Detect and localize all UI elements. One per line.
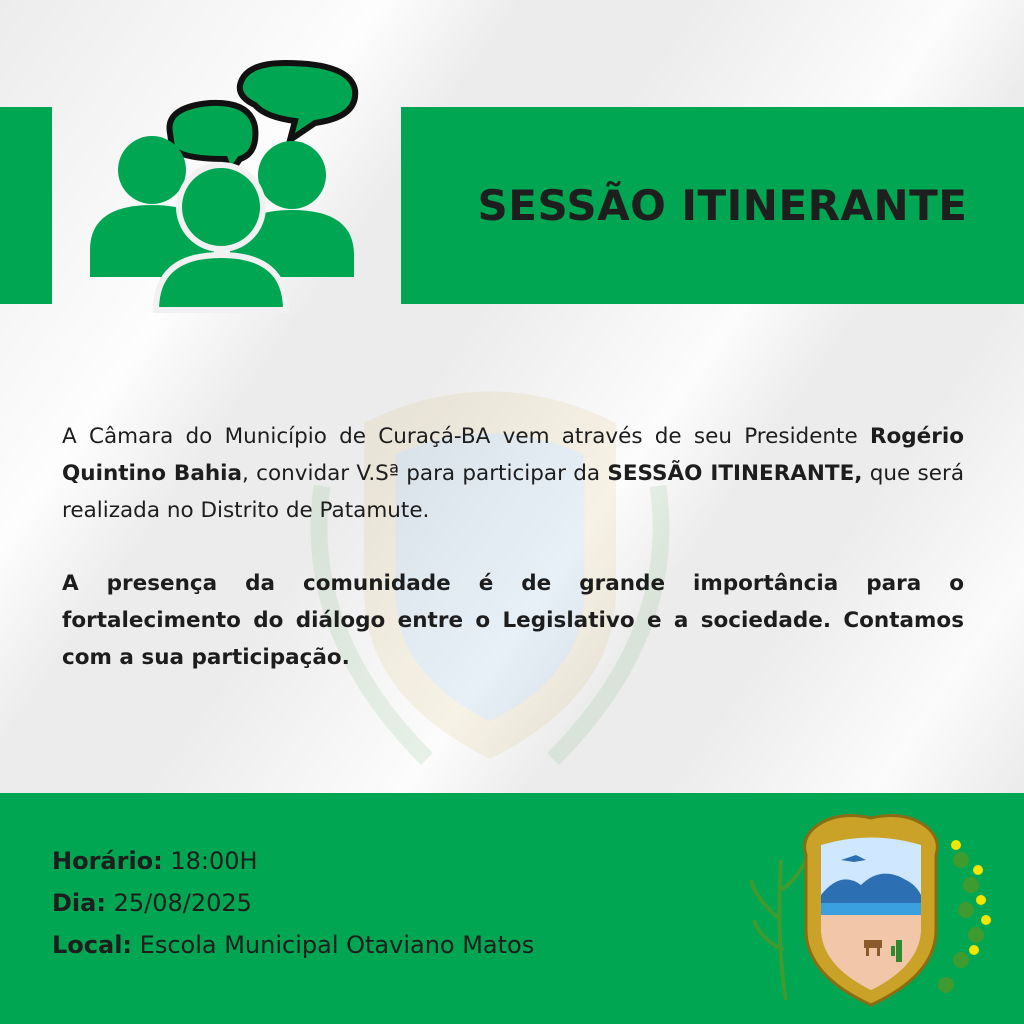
time-value: 18:00H xyxy=(162,847,258,875)
invitation-middle: , convidar V.Sª para participar da xyxy=(242,461,608,486)
event-details xyxy=(52,840,534,966)
invitation-intro: A Câmara do Município de Curaçá-BA vem através de seu Presidente xyxy=(62,424,870,449)
date-value: 25/08/2025 xyxy=(105,889,252,917)
page-title: SESSÃO ITINERANTE xyxy=(477,181,968,230)
people-chat-icon xyxy=(80,55,370,315)
time-row xyxy=(52,840,534,882)
date-label: Dia: xyxy=(52,889,106,917)
session-name: SESSÃO ITINERANTE, xyxy=(607,461,863,486)
coat-of-arms-icon xyxy=(746,800,996,1010)
community-paragraph: A presença da comunidade é de grande importância para o fortalecimento do diálogo entre o Legislativo e a sociedade. Contamos com a sua participação. xyxy=(62,571,964,670)
invitation-text xyxy=(62,418,964,676)
left-accent-bar xyxy=(0,107,52,304)
date-row xyxy=(52,882,534,924)
location-label: Local: xyxy=(52,931,133,959)
president-name: Rogério Quintino Bahia xyxy=(62,424,964,486)
location-value: Escola Municipal Otaviano Matos xyxy=(132,931,535,959)
invitation-paragraph xyxy=(62,418,964,529)
time-label: Horário: xyxy=(52,847,163,875)
location-row xyxy=(52,924,534,966)
title-banner xyxy=(401,107,1024,304)
invitation-end: que será realizada no Distrito de Patamute. xyxy=(62,461,964,523)
